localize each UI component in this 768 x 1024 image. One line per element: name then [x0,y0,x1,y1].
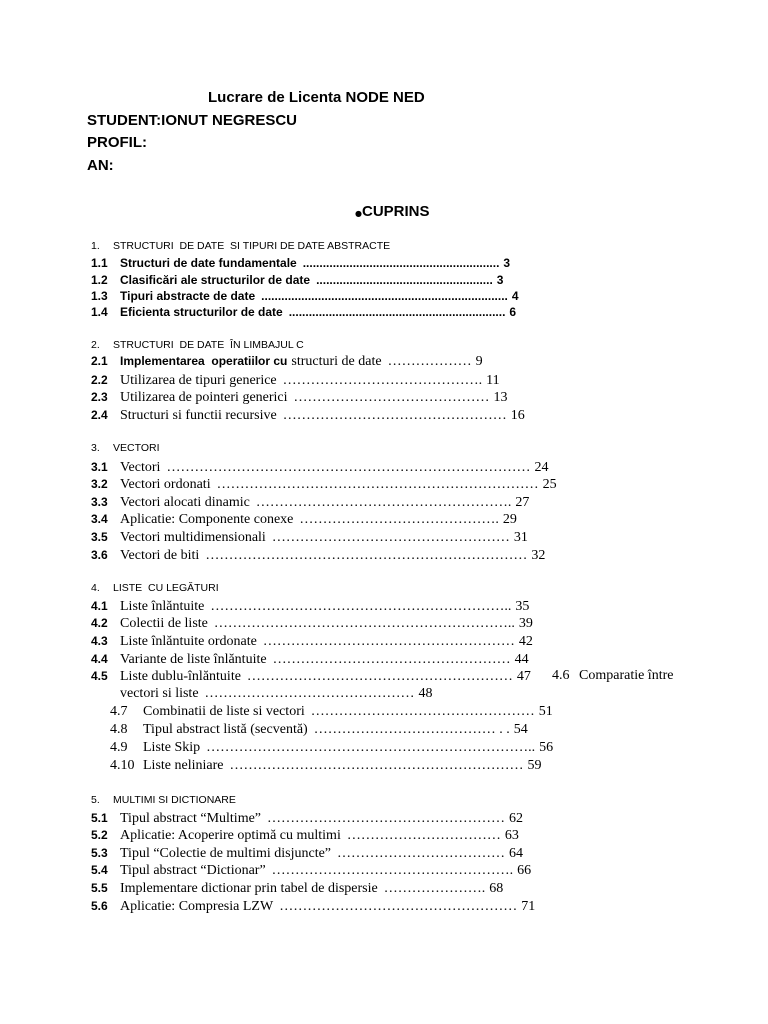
section-title: STRUCTURI DE DATE SI TIPURI DE DATE ABSTRACTE [113,240,391,252]
entry-number: 5.2 [91,828,108,842]
dot-leader: ……………………………………………………… [229,758,524,773]
toc-entry-1-2 [91,272,503,288]
entry-title: Aplicatie: Componente conexe [120,512,294,527]
entry-number: 3.5 [91,530,108,544]
entry-title: Aplicatie: Acoperire optimă cu multimi [120,828,341,843]
entry-title: Clasificări ale structurilor de date [120,273,311,287]
toc-entry-1-1 [91,255,510,271]
entry-number: 4.4 [91,652,108,666]
dot-leader: …………………. [383,881,486,896]
entry-number: 3.4 [91,512,108,526]
entry-number: 5.1 [91,811,108,825]
dot-leader: …………………………………………… [279,899,518,914]
section-number: 4. [91,582,100,594]
page-number: 56 [539,740,554,755]
toc-entry-4-6 [552,668,673,684]
page-number: 54 [513,722,528,737]
toc-entry-5-3 [91,845,523,861]
entry-number: 1.2 [91,273,108,287]
toc-entry-3-6 [91,547,545,563]
dot-leader: ………………………………… . . [313,722,510,737]
entry-number: 2.2 [91,373,108,387]
toc-entry-4-9 [110,740,553,756]
toc-section-2 [91,337,304,353]
toc-entry-3-4 [91,511,517,527]
dot-leader: …………………………………………………………… [216,477,539,492]
entry-number: 3.6 [91,548,108,562]
entry-title: Structuri de date fundamentale [120,256,297,270]
toc-entry-4-5 [91,668,531,684]
entry-number: 5.3 [91,846,108,860]
toc-section-3 [91,440,159,456]
entry-number: 3.1 [91,460,108,474]
entry-number: 4.3 [91,634,108,648]
entry-title: Vectori multidimensionali [120,530,266,545]
page-number: 3 [496,273,504,287]
dot-leader: ………………………………………… [310,704,535,719]
toc-entry-5-2 [91,827,519,843]
toc-entry-3-2 [91,476,557,492]
entry-number: 2.1 [91,354,108,368]
dot-leader: …………………………… [346,828,501,843]
toc-entry-5-1 [91,810,523,826]
entry-number: 4.1 [91,599,108,613]
section-title: VECTORI [113,442,160,454]
dot-leader: …………………………………………… [272,652,511,667]
page-number: 9 [475,354,483,369]
toc-entry-2-1 [91,353,483,369]
entry-title: Liste înlăntuite ordonate [120,634,257,649]
page-number: 62 [509,811,524,826]
dot-leader: …………………………………………… [267,811,506,826]
entry-number: 4.8 [110,722,128,737]
toc-entry-1-4 [91,304,516,320]
entry-title: Utilizarea de pointeri generici [120,390,288,405]
dot-leader: ……………………………… [337,846,506,861]
toc-entry-4-4 [91,651,529,667]
entry-title-continued: vectori si liste [120,686,199,701]
entry-title: Liste înlăntuite [120,599,205,614]
page-number: 64 [509,846,524,861]
toc-heading [355,203,430,221]
entry-title: Tipul abstract “Multime” [120,811,262,826]
entry-title: structuri de date [291,354,382,369]
dot-leader: …………………………………………… [271,530,510,545]
toc-entry-5-5 [91,880,503,896]
toc-entry-3-1 [91,459,548,475]
dot-leader: ………………………………………………. [255,495,512,510]
dot-leader: …………………………………………………………… [205,548,528,563]
page-number: 13 [493,390,508,405]
dot-leader: ……………………………………………………….. [213,616,515,631]
toc-entry-4-7 [110,704,553,720]
entry-number: 3.3 [91,495,108,509]
dot-leader: ……………… [387,354,472,369]
entry-title: Structuri si functii recursive [120,408,277,423]
page-number: 59 [527,758,542,773]
page-number: 66 [517,863,532,878]
dot-leader: ........................................................... [302,256,500,270]
section-title: MULTIMI SI DICTIONARE [113,794,236,806]
page-number: 39 [518,616,533,631]
bullet-icon: ● [355,209,362,218]
page-number: 4 [511,289,519,303]
dot-leader: ..................................................... [316,273,493,287]
entry-title: Tipul abstract “Dictionar” [120,863,266,878]
entry-title: Liste neliniare [143,758,224,773]
dot-leader: ……………………………………………. [271,863,514,878]
section-number: 3. [91,442,100,454]
toc-entry-5-4 [91,862,531,878]
section-number: 1. [91,240,100,252]
toc-section-4 [91,580,219,596]
toc-entry-4-1 [91,598,529,614]
section-number: 2. [91,339,100,351]
page-number: 29 [502,512,517,527]
section-number: 5. [91,794,100,806]
page-number: 16 [510,408,525,423]
entry-number: 4.5 [91,669,108,683]
toc-section-5 [91,792,236,808]
entry-title: Vectori [120,460,161,475]
page-number: 35 [515,599,530,614]
page-number: 47 [516,669,531,684]
entry-title: Liste Skip [143,740,201,755]
page-number: 63 [504,828,519,843]
entry-number: 5.5 [91,881,108,895]
dot-leader: ………………………………………………… [246,669,513,684]
student-line: STUDENT:IONUT NEGRESCU [87,112,298,129]
entry-title: Colectii de liste [120,616,208,631]
toc-entry-4-2 [91,615,533,631]
entry-title: Eficienta structurilor de date [120,305,283,319]
entry-number: 4.6 [552,668,570,683]
entry-number: 4.10 [110,758,135,773]
entry-number: 1.3 [91,289,108,303]
toc-entry-3-5 [91,529,528,545]
entry-number: 1.1 [91,256,108,270]
dot-leader: ……………………………………. [282,373,483,388]
entry-number: 1.4 [91,305,108,319]
section-title: STRUCTURI DE DATE ÎN LIMBAJUL C [113,339,304,351]
profile-line: PROFIL: [87,134,147,151]
toc-section-1 [91,238,390,254]
entry-number: 4.7 [110,704,128,719]
toc-entry-2-4 [91,407,525,423]
page-number: 24 [534,460,549,475]
entry-number: 4.9 [110,740,128,755]
page-number: 25 [542,477,557,492]
page-number: 68 [489,881,504,896]
page-number: 48 [418,686,433,701]
toc-heading-text: CUPRINS [361,203,430,220]
entry-title: Aplicatie: Compresia LZW [120,899,274,914]
entry-title: Utilizarea de tipuri generice [120,373,277,388]
dot-leader: ……………………………………. [299,512,499,527]
entry-title: Liste dublu-înlăntuite [120,669,241,684]
toc-entry-3-3 [91,494,529,510]
entry-number: 5.6 [91,899,108,913]
entry-title: Implementare dictionar prin tabel de dispersie [120,881,378,896]
entry-title: Vectori ordonati [120,477,211,492]
entry-title: Tipuri abstracte de date [120,289,256,303]
entry-number: 5.4 [91,863,108,877]
dot-leader: ................................................................. [288,305,506,319]
page-number: 51 [538,704,553,719]
entry-number: 3.2 [91,477,108,491]
dot-leader: ………………………………………… [282,408,507,423]
dot-leader: ……………………………………………………….. [210,599,512,614]
entry-title: Comparatie între [579,668,674,683]
dot-leader: …………………………………… [293,390,490,405]
toc-entry-4-10 [110,758,541,774]
page-number: 6 [509,305,517,319]
toc-entry-2-3 [91,389,508,405]
entry-number: 4.2 [91,616,108,630]
entry-title-bold: Implementarea operatiilor cu [120,354,288,368]
page-number: 44 [514,652,529,667]
entry-title: Combinatii de liste si vectori [143,704,305,719]
entry-title: Tipul “Colectie de multimi disjuncte” [120,846,332,861]
page-number: 32 [531,548,546,563]
entry-number: 2.4 [91,408,108,422]
dot-leader: ……………………………………… [204,686,415,701]
entry-number: 2.3 [91,390,108,404]
page-number: 27 [515,495,530,510]
thesis-title: Lucrare de Licenta NODE NED [208,89,425,106]
section-title: LISTE CU LEGĂTURI [113,582,219,594]
dot-leader: ……………………………………………… [262,634,515,649]
entry-title: Variante de liste înlăntuite [120,652,267,667]
dot-leader: …………………………………………………………….. [206,740,536,755]
page-number: 31 [513,530,528,545]
dot-leader: .......................................................................... [261,289,508,303]
dot-leader: …………………………………………………………………… [166,460,531,475]
toc-entry-4-8 [110,722,528,738]
entry-title: Vectori alocati dinamic [120,495,250,510]
toc-entry-4-3 [91,633,533,649]
entry-title: Tipul abstract listă (secventă) [143,722,308,737]
toc-entry-5-6 [91,898,535,914]
toc-entry-2-2 [91,372,500,388]
page-number: 71 [521,899,536,914]
page-number: 3 [503,256,511,270]
page-number: 42 [518,634,533,649]
entry-title: Vectori de biti [120,548,200,563]
toc-entry-4-6-continued [120,686,433,702]
page-number: 11 [486,373,500,388]
toc-entry-1-3 [91,288,519,304]
year-line: AN: [87,157,114,174]
